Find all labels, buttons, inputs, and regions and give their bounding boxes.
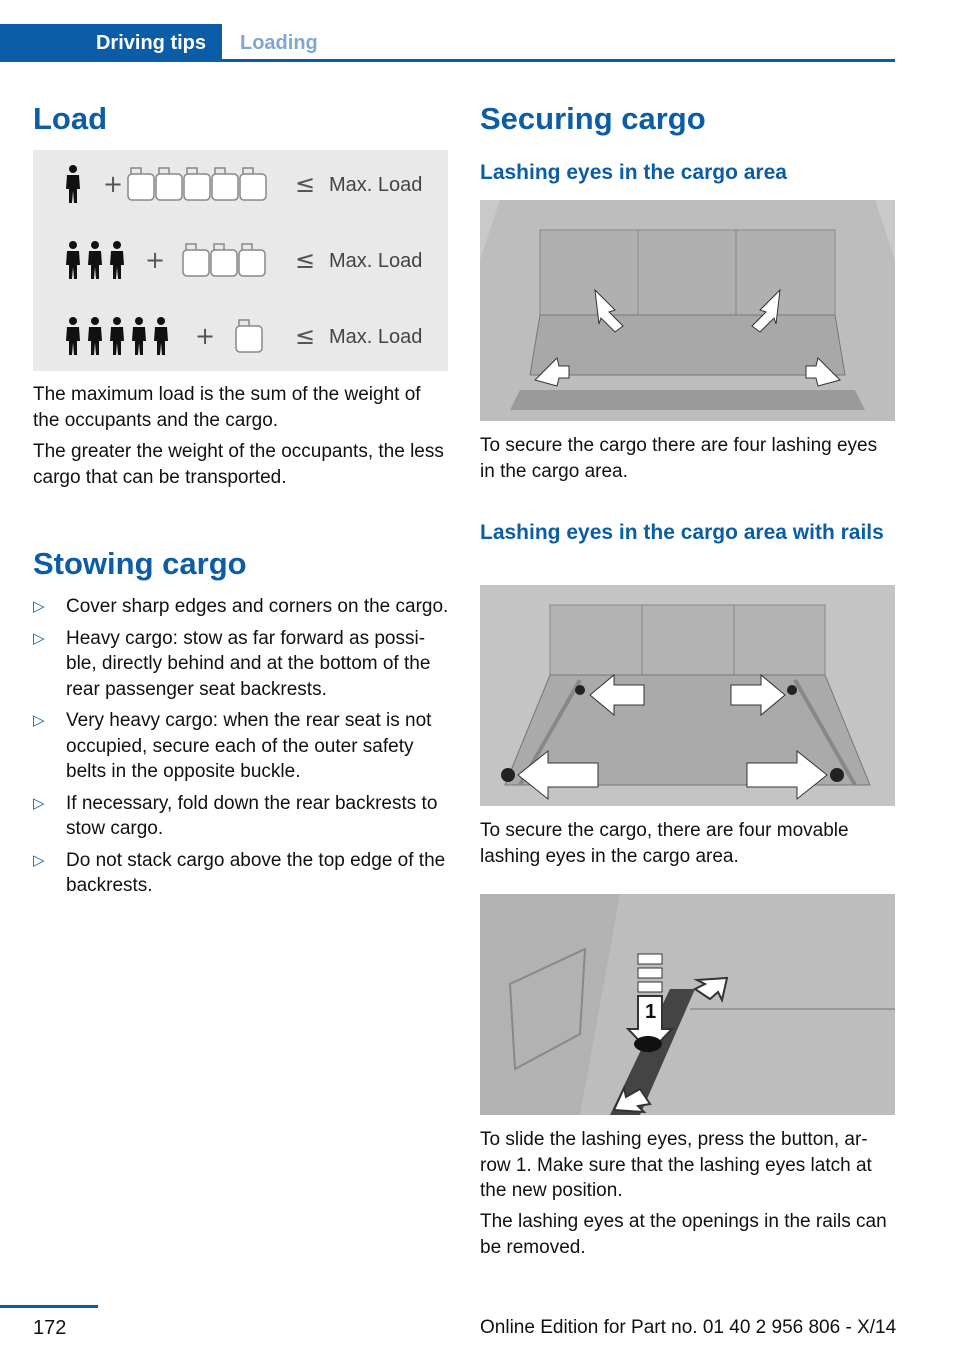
removable-eyes-paragraph: The lashing eyes at the openings in the rails can be removed. (480, 1211, 887, 1258)
max-load-label-2: Max. Load (329, 250, 423, 272)
slide-instructions-paragraph: To slide the lashing eyes, press the button, ar‐row 1. Make sure that the lashing eyes latch at the new position. (480, 1129, 872, 1201)
max-load-label-3: Max. Load (329, 326, 423, 348)
load-paragraph-1: The maximum load is the sum of the weight of the occupants and the cargo. (33, 384, 421, 431)
list-item: ▷ If necessary, fold down the rear backrests to stow cargo. (33, 792, 438, 839)
header-rule (222, 59, 895, 62)
lashing-eyes-rails-heading: Lashing eyes in the cargo area with rails (480, 521, 884, 544)
cargo-rails-illustration (480, 585, 895, 806)
edition-note: Online Edition for Part no. 01 40 2 956 806 - X/14 (480, 1317, 897, 1338)
stowing-list (33, 594, 453, 905)
callout-1: 1 (645, 1001, 657, 1023)
list-item: ▷ Heavy cargo: stow as far forward as possi‐ble, directly behind and at the bottom of the rear passenger seat backrests. (33, 627, 431, 700)
svg-text:≤: ≤ (295, 170, 316, 198)
movable-eyes-paragraph: To secure the cargo, there are four movable lashing eyes in the cargo area. (480, 820, 849, 867)
load-paragraph-2: The greater the weight of the occupants, the less cargo that can be transported. (33, 441, 444, 488)
securing-title: Securing cargo (480, 101, 706, 136)
svg-text:≤: ≤ (295, 246, 316, 274)
page-header (0, 0, 895, 62)
max-load-label-1: Max. Load (329, 174, 423, 196)
lashing-eyes-heading: Lashing eyes in the cargo area (480, 161, 787, 184)
triangle-bullet-icon: ▷ (33, 598, 45, 615)
tab-driving-tips[interactable]: Driving tips (0, 24, 222, 62)
svg-text:≤: ≤ (295, 322, 316, 350)
cargo-area-illustration (480, 200, 895, 421)
stowing-title: Stowing cargo (33, 546, 247, 581)
load-title: Load (33, 101, 108, 136)
cargo-rails-figure (480, 585, 895, 806)
list-item: ▷ Do not stack cargo above the top edge of the backrests. (33, 849, 446, 896)
svg-text:+: + (103, 170, 124, 198)
footer-rule (0, 1305, 98, 1308)
list-item: ▷ Cover sharp edges and corners on the cargo. (33, 594, 453, 620)
max-load-figure (33, 150, 448, 371)
triangle-bullet-icon: ▷ (33, 712, 45, 729)
svg-text:+: + (195, 322, 216, 350)
page-number: 172 (33, 1317, 67, 1339)
triangle-bullet-icon: ▷ (33, 851, 45, 869)
triangle-bullet-icon: ▷ (33, 794, 45, 812)
rail-slide-figure (480, 894, 895, 1115)
rail-slide-illustration (480, 894, 895, 1115)
triangle-bullet-icon: ▷ (33, 629, 45, 647)
max-load-diagram (33, 150, 448, 371)
lashing-eyes-paragraph: To secure the cargo there are four lashing eyes in the cargo area. (480, 435, 878, 482)
list-item: ▷ Very heavy cargo: when the rear seat is not occupied, secure each of the outer safety belts in the opposite buckle. (33, 710, 432, 782)
svg-text:+: + (145, 246, 166, 274)
cargo-area-figure (480, 200, 895, 421)
tab-loading[interactable]: Loading (240, 32, 318, 54)
